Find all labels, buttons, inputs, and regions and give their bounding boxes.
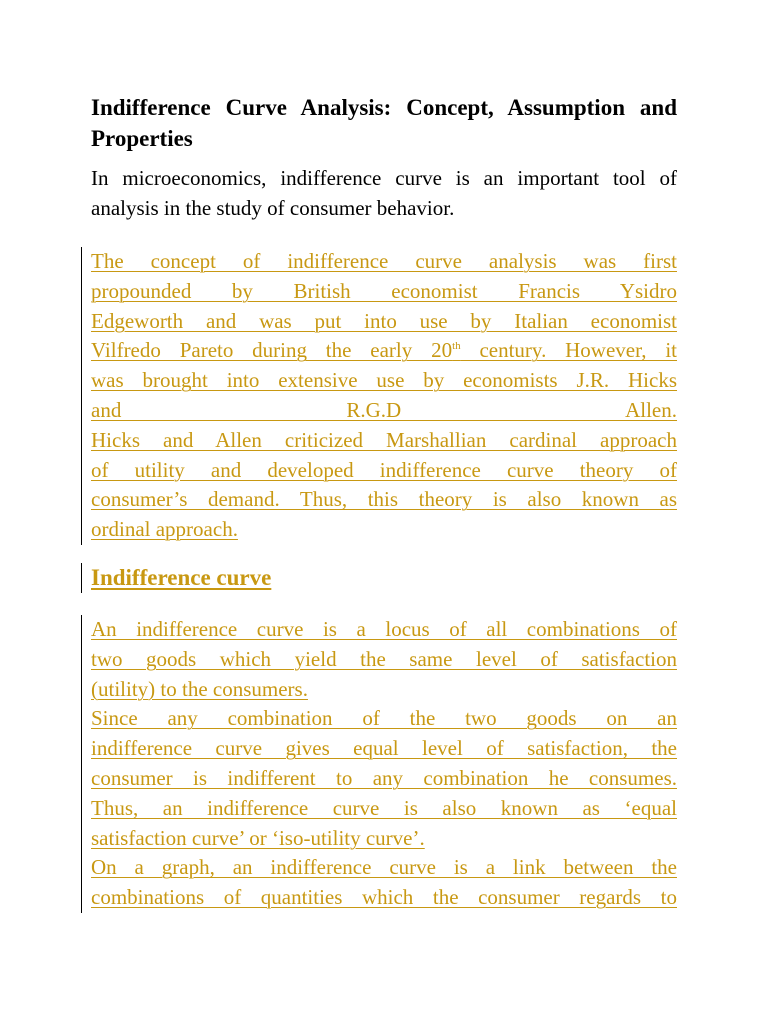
document-title: Indifference Curve Analysis: Concept, Assumption and Properties bbox=[91, 95, 677, 151]
text-line: of utility and developed indifference curve theory of bbox=[91, 457, 677, 482]
change-bar bbox=[81, 615, 82, 913]
text-line: and R.G.D Allen. bbox=[91, 397, 677, 422]
text-line: indifference curve gives equal level of satisfaction, the bbox=[91, 736, 677, 761]
superscript: th bbox=[452, 340, 461, 353]
text-line: Since any combination of the two goods on an bbox=[91, 706, 677, 731]
text-line: propounded by British economist Francis Ysidro bbox=[91, 278, 677, 303]
text-line: Hicks and Allen criticized Marshallian cardinal approach bbox=[91, 427, 677, 452]
definition-tracked-change bbox=[91, 615, 677, 913]
text-line: consumer’s demand. Thus, this theory is also known as bbox=[91, 487, 677, 512]
section-heading: Indifference curve bbox=[91, 564, 272, 590]
concept-tracked-change bbox=[91, 247, 677, 545]
text-line: consumer is indifferent to any combination he consumes. bbox=[91, 765, 677, 790]
text-line: On a graph, an indifference curve is a link between the bbox=[91, 855, 677, 880]
concept-paragraph bbox=[91, 247, 677, 545]
text-line: (utility) to the consumers. bbox=[91, 676, 308, 701]
document-page bbox=[91, 92, 677, 913]
text-line: The concept of indifference curve analysis was first bbox=[91, 249, 677, 273]
text-line: combinations of quantities which the consumer regards to bbox=[91, 885, 677, 910]
text-line: Vilfredo Pareto during the early 20th century. However, it bbox=[91, 338, 677, 363]
text-line: Edgeworth and was put into use by Italian economist bbox=[91, 308, 677, 333]
heading-tracked-change bbox=[91, 563, 677, 593]
text-line: Thus, an indifference curve is also known as ‘equal bbox=[91, 795, 677, 820]
text-line: was brought into extensive use by economists J.R. Hicks bbox=[91, 368, 677, 393]
text-line: An indifference curve is a locus of all combinations of bbox=[91, 616, 677, 641]
definition-paragraph bbox=[91, 615, 677, 913]
text-line: ordinal approach. bbox=[91, 517, 238, 542]
change-bar bbox=[81, 563, 82, 593]
intro-paragraph: In microeconomics, indifference curve is an important tool of analysis in the study of consumer behavior. bbox=[91, 166, 677, 220]
text-line: two goods which yield the same level of satisfaction bbox=[91, 646, 677, 671]
change-bar bbox=[81, 247, 82, 545]
text-line: satisfaction curve’ or ‘iso-utility curve’. bbox=[91, 825, 425, 850]
